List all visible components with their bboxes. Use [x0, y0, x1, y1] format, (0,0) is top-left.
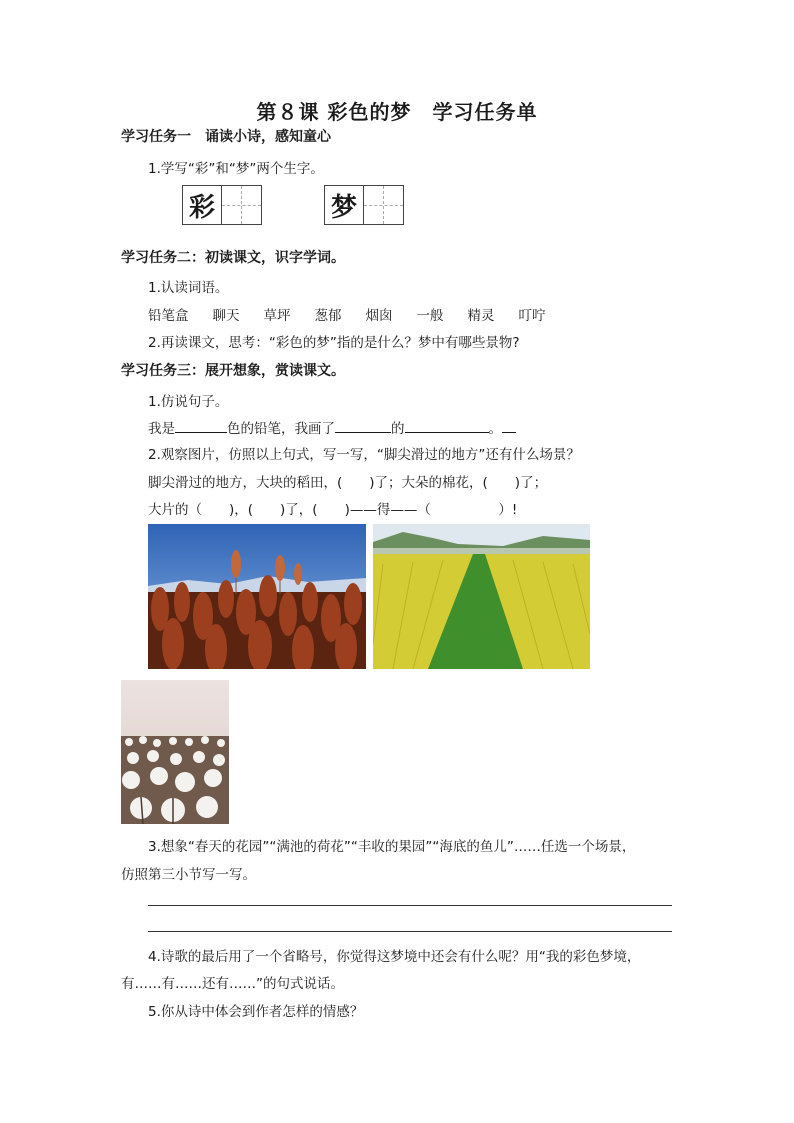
task3-question-5: 5.你从诗中体会到作者怎样的情感？: [148, 1004, 364, 1020]
word-item: 葱郁: [314, 308, 342, 324]
word-item: 一般: [416, 308, 444, 324]
task3-question-2: 2.观察图片，仿照以上句式，写一写，“脚尖滑过的地方”还有什么场景？: [148, 447, 580, 463]
blank-thing[interactable]: [405, 420, 489, 433]
answer-line[interactable]: [148, 931, 672, 932]
grid-char-meng: 梦: [325, 186, 364, 224]
fill-sentence-1: 我是 色的铅笔，我画了 的 。: [148, 417, 516, 437]
word-item: 草坪: [263, 308, 291, 324]
writing-grid-meng: [324, 185, 404, 225]
blank-color[interactable]: [175, 420, 227, 433]
task2-question-2: 2.再读课文，思考：“彩色的梦”指的是什么？梦中有哪些景物?: [148, 335, 520, 351]
word-item: 叮咛: [518, 308, 546, 324]
task3-question-4-line1: 4.诗歌的最后用了一个省略号，你觉得这梦境中还会有什么呢？用“我的彩色梦境，: [148, 949, 641, 965]
task1-heading: 学习任务一 诵读小诗，感知童心: [121, 129, 331, 145]
task2-question-1: 1.认读词语。: [148, 280, 229, 296]
task3-question-1: 1.仿说句子。: [148, 394, 229, 410]
cotton-field-photo: [121, 680, 229, 824]
writing-grid-cai: [182, 185, 262, 225]
sorghum-field-photo: [148, 524, 366, 669]
task1-question-1: 1.学写“彩”和“梦”两个生字。: [148, 161, 324, 177]
word-item: 精灵: [467, 308, 495, 324]
task2-heading: 学习任务二：初读课文，识字学词。: [121, 250, 345, 266]
task3-question-3-line2: 仿照第三小节写一写。: [121, 867, 256, 883]
task3-heading: 学习任务三：展开想象，赏读课文。: [121, 363, 345, 379]
task3-question-3-line1: 3.想象“春天的花园”“满池的荷花”“丰收的果园”“海底的鱼儿”……任选一个场景，: [148, 839, 636, 855]
fill-sentence-2-line2: 大片的（ )，( )了，( )——得——（ ）!: [148, 502, 518, 518]
page-title: 第８课 彩色的梦 学习任务单: [256, 100, 538, 124]
grid-char-cai: 彩: [183, 186, 222, 224]
fill-sentence-2-line1: 脚尖滑过的地方，大块的稻田，( )了；大朵的棉花，( )了；: [148, 475, 548, 491]
rice-paddy-photo: [373, 524, 590, 669]
word-list: [148, 304, 570, 324]
blank-object[interactable]: [335, 420, 391, 433]
word-item: 烟囱: [365, 308, 393, 324]
task3-question-4-line2: 有……有……还有……”的句式说话。: [121, 976, 344, 992]
word-item: 铅笔盒: [148, 308, 189, 324]
answer-line[interactable]: [148, 905, 672, 906]
word-item: 聊天: [212, 308, 240, 324]
